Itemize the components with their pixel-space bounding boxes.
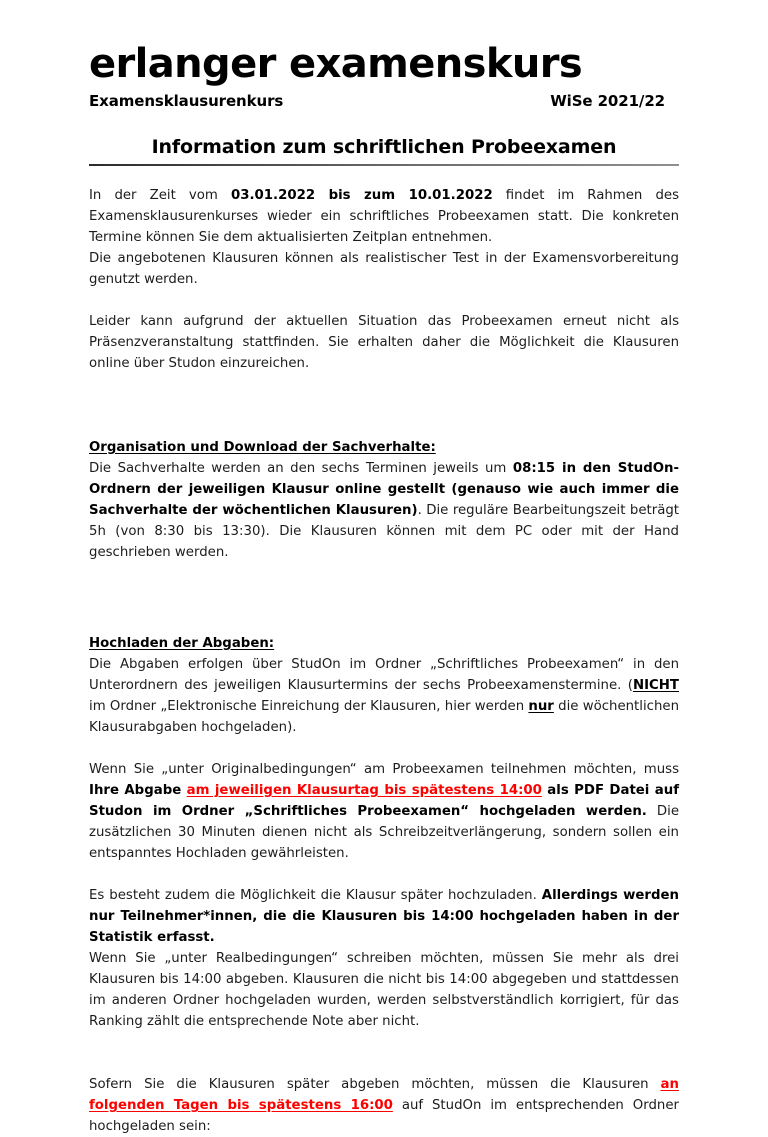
- section-heading-organisation: Organisation und Download der Sachverhalte:: [89, 439, 436, 455]
- organisation-part-a: Die Sachverhalte werden an den sechs Terminen jeweils um: [89, 460, 513, 476]
- intro-p1-part-b: findet im Rahmen des Examensklausurenkurses wieder ein schriftliches Probeexamen statt. Die konkreten Termine können Sie dem aktualisierten Zeitplan entnehmen.: [89, 187, 679, 245]
- spacer: [89, 374, 679, 437]
- upload-paragraph-2: [89, 759, 679, 864]
- term-label: WiSe 2021/22: [550, 91, 665, 110]
- organisation-part-b: . Die reguläre Bearbeitungszeit beträgt 5h (von 8:30 bis 13:30). Die Klausuren können mit dem PC oder mit der Hand geschrieben werden.: [89, 502, 680, 560]
- title-divider: [89, 164, 679, 166]
- upload-paragraph-1: [89, 654, 679, 738]
- upload-p1-part-c: die wöchentlichen Klausurabgaben hochgeladen).: [89, 698, 679, 735]
- deadline-1400-highlight: am jeweiligen Klausurtag bis spätestens 14:00: [186, 782, 542, 798]
- upload-paragraph-5: [89, 1074, 679, 1137]
- intro-paragraph-2: Die angebotenen Klausuren können als realistischer Test in der Examensvorbereitung genutzt werden.: [89, 250, 679, 287]
- course-label: Examensklausurenkurs: [89, 91, 284, 110]
- intro-paragraph-1: [89, 185, 679, 248]
- upload-p3-part-a: Es besteht zudem die Möglichkeit die Klausur später hochzuladen.: [89, 887, 542, 903]
- upload-p1-part-a: Die Abgaben erfolgen über StudOn im Ordner „Schriftliches Probeexamen“ in den Unterordnern des jeweiligen Klausurtermins der sechs Probeexamenstermine. (: [89, 656, 679, 693]
- upload-paragraph-4: Wenn Sie „unter Realbedingungen“ schreiben möchten, müssen Sie mehr als drei Klausuren bis 14:00 abgeben. Klausuren die nicht bis 14:00 abgegeben und stattdessen im anderen Ordner hochgeladen wurden, werden selbstverständlich korrigiert, für das Ranking zählt die entsprechende Note aber nicht.: [89, 950, 679, 1029]
- page-title: Information zum schriftlichen Probeexamen: [151, 135, 617, 158]
- organisation-emphasis: 08:15 in den StudOn-Ordnern der jeweiligen Klausur online gestellt (genauso wie auch immer die Sachverhalte der wöchentlichen Klausuren): [89, 460, 680, 518]
- upload-p5-part-b: auf StudOn im entsprechenden Ordner hochgeladen sein:: [89, 1097, 679, 1134]
- letterhead-subrow: [89, 92, 679, 110]
- spacer: [89, 290, 679, 311]
- spacer: [89, 864, 679, 885]
- upload-p2-part-b: Die zusätzlichen 30 Minuten dienen nicht als Schreibzeitverlängerung, sondern sollen ein entspanntes Hochladen gewährleisten.: [89, 803, 680, 861]
- spacer: [89, 563, 679, 633]
- intro-p1-part-a: In der Zeit vom: [89, 187, 231, 203]
- document-body: [89, 185, 679, 1137]
- spacer: [89, 1032, 679, 1074]
- intro-paragraph-3: Leider kann aufgrund der aktuellen Situation das Probeexamen erneut nicht als Präsenzveranstaltung stattfinden. Sie erhalten daher die Möglichkeit die Klausuren online über Studon einzureichen.: [89, 313, 679, 371]
- brand-title: erlanger examenskurs: [89, 41, 583, 87]
- upload-p2-bold-1: Ihre Abgabe: [89, 782, 187, 798]
- organisation-paragraph: [89, 458, 679, 563]
- upload-p2-bold-2: als PDF Datei auf Studon im Ordner „Schriftliches Probeexamen“ hochgeladen werden.: [89, 782, 679, 819]
- upload-p1-part-b: im Ordner „Elektronische Einreichung der Klausuren, hier werden: [89, 698, 529, 714]
- exam-date-range: 03.01.2022 bis zum 10.01.2022: [230, 187, 493, 203]
- upload-p5-part-a: Sofern Sie die Klausuren später abgeben möchten, müssen die Klausuren: [89, 1076, 661, 1092]
- letterhead: [89, 0, 679, 110]
- spacer: [89, 738, 679, 759]
- upload-paragraph-3: [89, 885, 679, 948]
- upload-nicht-emphasis: NICHT: [632, 677, 679, 693]
- upload-nur-emphasis: nur: [528, 698, 554, 714]
- deadline-1600-highlight: an folgenden Tagen bis spätestens 16:00: [89, 1076, 679, 1113]
- statistics-emphasis: Allerdings werden nur Teilnehmer*innen, die die Klausuren bis 14:00 hochgeladen haben in der Statistik erfasst.: [89, 887, 679, 945]
- upload-p2-part-a: Wenn Sie „unter Originalbedingungen“ am Probeexamen teilnehmen möchten, muss: [89, 761, 679, 777]
- section-heading-upload: Hochladen der Abgaben:: [89, 635, 275, 651]
